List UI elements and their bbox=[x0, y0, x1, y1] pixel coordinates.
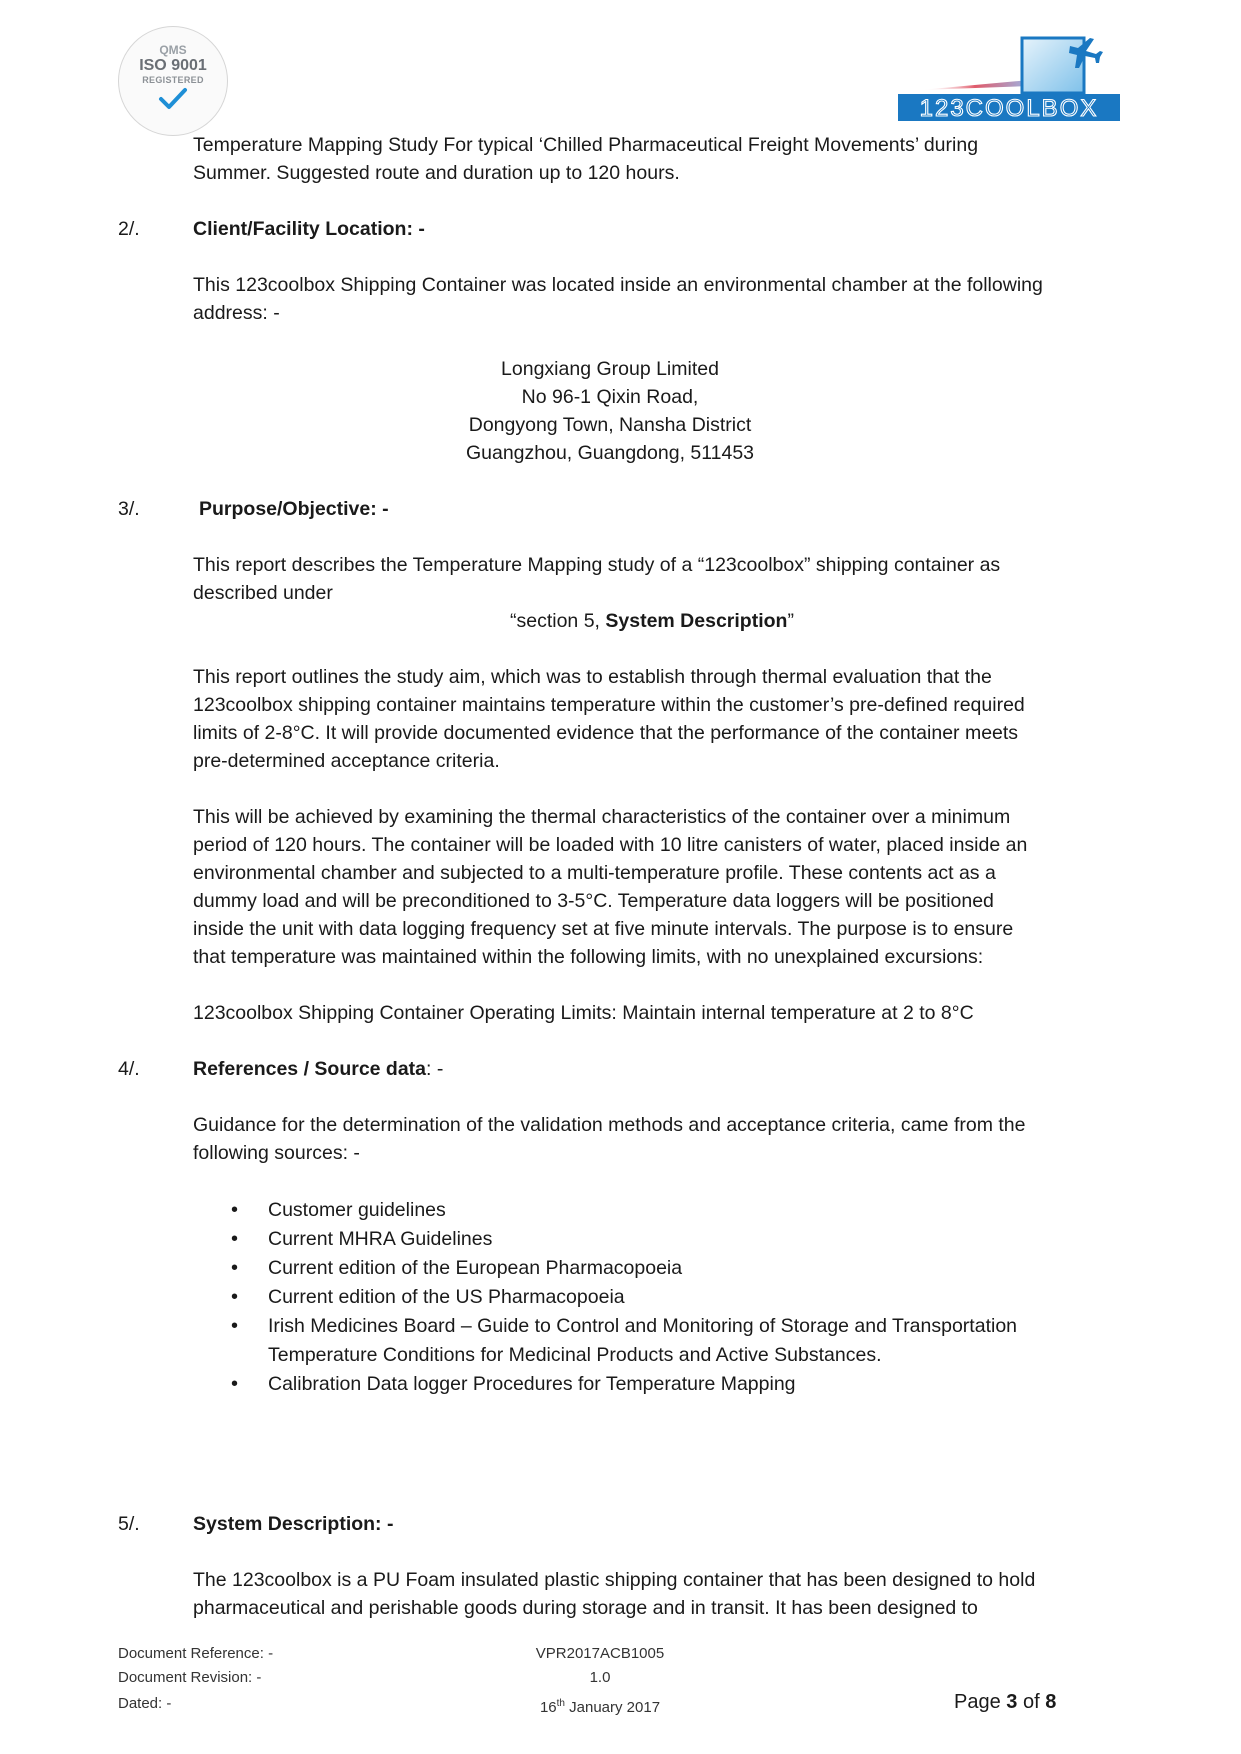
logo-graphic bbox=[890, 34, 1122, 124]
check-icon bbox=[158, 87, 188, 111]
page-current: 3 bbox=[1006, 1691, 1018, 1713]
list-item-line: Irish Medicines Board – Guide to Control and Monitoring of Storage and Transportation bbox=[268, 1315, 1018, 1337]
section-reference bbox=[510, 607, 794, 635]
section-5-title: System Description: - bbox=[193, 1513, 394, 1535]
section-4-number: 4/. bbox=[118, 1058, 140, 1080]
logo-wordmark: 123COOLBOX bbox=[919, 95, 1099, 122]
page-total: 8 bbox=[1045, 1691, 1057, 1713]
section-4-para-line-2: following sources: - bbox=[193, 1142, 360, 1164]
section-2-number: 2/. bbox=[118, 218, 140, 240]
footer-date-suffix: th bbox=[556, 1698, 565, 1709]
footer-date-rest: January 2017 bbox=[564, 1699, 661, 1716]
section-3-p3-line-1: This will be achieved by examining the thermal characteristics of the container over a minimum bbox=[193, 806, 1011, 828]
footer-ref-value: VPR2017ACB1005 bbox=[535, 1645, 665, 1662]
section-4-title-suffix: : - bbox=[426, 1058, 444, 1080]
list-item: • Calibration Data logger Procedures for Temperature Mapping bbox=[268, 1370, 1168, 1399]
footer-date-value bbox=[480, 1692, 720, 1720]
badge-brand: QMS bbox=[159, 43, 187, 57]
address-line-4: Guangzhou, Guangdong, 511453 bbox=[465, 442, 755, 464]
section-3-p1-line-2: described under bbox=[193, 582, 333, 604]
section-5-para-line-2: pharmaceutical and perishable goods during storage and in transit. It has been designed to bbox=[193, 1597, 978, 1619]
company-logo bbox=[890, 34, 1122, 124]
section-3-p3-line-2: period of 120 hours. The container will be loaded with 10 litre canisters of water, placed inside an bbox=[193, 834, 1028, 856]
section-2-para-line-1: This 123coolbox Shipping Container was located inside an environmental chamber at the following bbox=[193, 274, 1043, 296]
operating-limits: 123coolbox Shipping Container Operating Limits: Maintain internal temperature at 2 to 8°C bbox=[193, 1002, 974, 1024]
section-3-p2-line-1: This report outlines the study aim, which was to establish through thermal evaluation that the bbox=[193, 666, 992, 688]
section-reference-suffix: ” bbox=[787, 610, 794, 632]
list-item-line: Temperature Conditions for Medicinal Products and Active Substances. bbox=[268, 1344, 882, 1366]
list-item: • Current MHRA Guidelines bbox=[268, 1225, 1168, 1254]
list-item: • Customer guidelines bbox=[268, 1196, 1168, 1225]
section-3-p3-line-6: that temperature was maintained within the following limits, with no unexplained excursions: bbox=[193, 946, 984, 968]
section-3-p3-line-3: environmental chamber and subjected to a multi-temperature profile. These contents act as a bbox=[193, 862, 996, 884]
address-line-1: Longxiang Group Limited bbox=[501, 358, 719, 380]
page-of: of bbox=[1017, 1691, 1046, 1713]
section-4-para-line-1: Guidance for the determination of the validation methods and acceptance criteria, came from the bbox=[193, 1114, 1026, 1136]
intro-line-2: Summer. Suggested route and duration up to 120 hours. bbox=[193, 162, 680, 184]
section-3-p2-line-3: limits of 2-8°C. It will provide documented evidence that the performance of the container meets bbox=[193, 722, 1019, 744]
section-2-para-line-2: address: - bbox=[193, 302, 280, 324]
footer-rev-label: Document Revision: - bbox=[118, 1669, 262, 1686]
footer-rev-value: 1.0 bbox=[589, 1669, 611, 1686]
section-3-p1-line-1: This report describes the Temperature Mapping study of a “123coolbox” shipping container as bbox=[193, 554, 1001, 576]
section-5-para-line-1: The 123coolbox is a PU Foam insulated plastic shipping container that has been designed to hold bbox=[193, 1569, 1036, 1591]
footer-ref-label: Document Reference: - bbox=[118, 1645, 274, 1662]
section-4-title: References / Source data bbox=[193, 1058, 427, 1080]
list-item bbox=[268, 1312, 1168, 1370]
section-3-title: Purpose/Objective: - bbox=[199, 498, 389, 520]
section-5-number: 5/. bbox=[118, 1513, 140, 1535]
badge-standard: ISO 9001 bbox=[139, 57, 207, 74]
list-item: • Current edition of the US Pharmacopoeia bbox=[268, 1283, 1168, 1312]
section-3-number: 3/. bbox=[118, 498, 140, 520]
section-2-title: Client/Facility Location: - bbox=[193, 218, 425, 240]
intro-line-1: Temperature Mapping Study For typical ‘Chilled Pharmaceutical Freight Movements’ during bbox=[193, 134, 979, 156]
list-item: • Current edition of the European Pharmacopoeia bbox=[268, 1254, 1168, 1283]
page-prefix: Page bbox=[954, 1691, 1007, 1713]
section-reference-prefix: “section 5, bbox=[510, 610, 606, 632]
page-number bbox=[954, 1688, 1056, 1716]
address-line-3: Dongyong Town, Nansha District bbox=[468, 414, 752, 436]
section-3-p2-line-4: pre-determined acceptance criteria. bbox=[193, 750, 500, 772]
section-3-p3-line-4: dummy load and will be preconditioned to 3-5°C. Temperature data loggers will be positioned bbox=[193, 890, 994, 912]
footer-date-label: Dated: - bbox=[118, 1695, 172, 1712]
footer-date-day: 16 bbox=[539, 1699, 557, 1716]
section-4-heading bbox=[193, 1055, 443, 1083]
iso-9001-badge bbox=[118, 26, 228, 136]
section-reference-title: System Description bbox=[605, 610, 788, 632]
section-3-p2-line-2: 123coolbox shipping container maintains temperature within the customer’s pre-defined required bbox=[193, 694, 1025, 716]
section-3-p3-line-5: inside the unit with data logging frequency set at five minute intervals. The purpose is to ensure bbox=[193, 918, 1014, 940]
badge-status: REGISTERED bbox=[142, 75, 204, 85]
sources-list bbox=[268, 1196, 1168, 1399]
address-line-2: No 96-1 Qixin Road, bbox=[521, 386, 699, 408]
